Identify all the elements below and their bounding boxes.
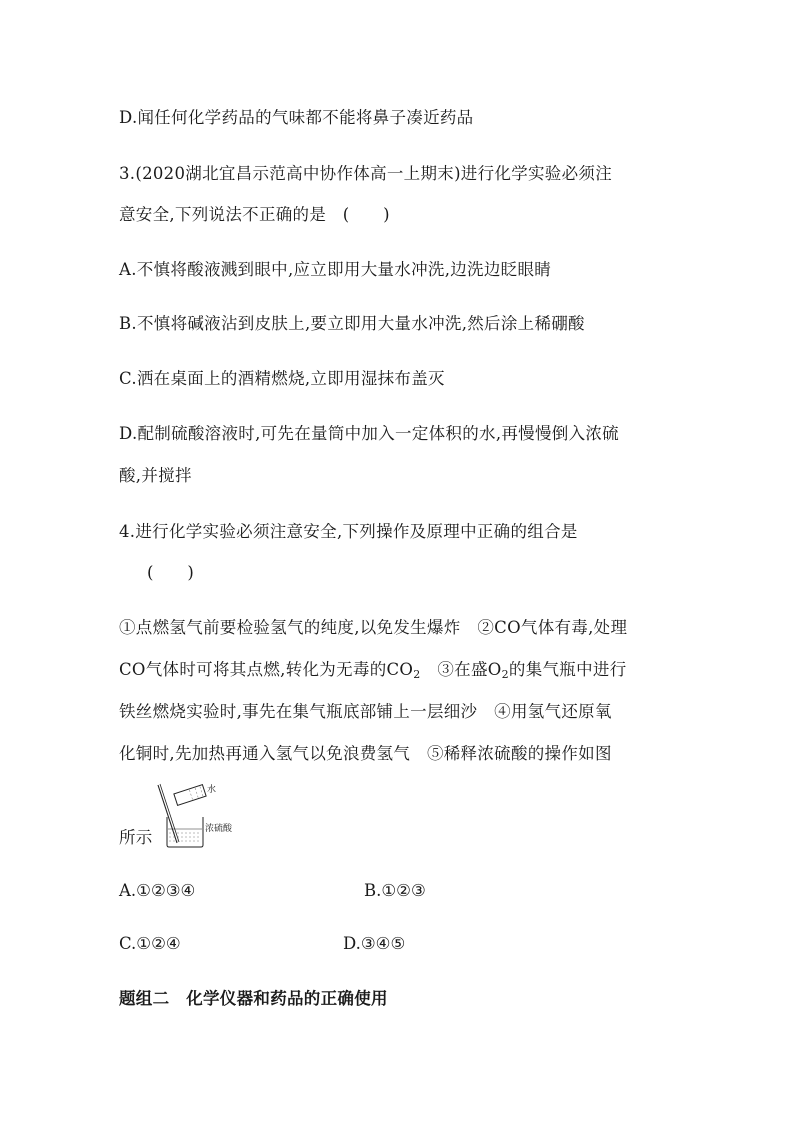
q3-option-a: A.不慎将酸液溅到眼中,应立即用大量水冲洗,边洗边眨眼睛	[119, 260, 552, 279]
q4-body-line2-text-c: 的集气瓶中进行	[508, 660, 627, 679]
water-container	[174, 785, 206, 806]
q4-answer-paren: ( )	[147, 563, 195, 582]
q3-stem-line2	[119, 205, 390, 225]
q3-stem-text: 意安全,下列说法不正确的是	[119, 205, 327, 224]
q4-choice-b: B.①②③	[364, 881, 426, 900]
q4-body-line2-text-b: ③在盛O	[420, 660, 502, 679]
q3-stem-line1: 3.(2020湖北宜昌示范高中协作体高一上期末)进行化学实验必须注	[119, 164, 613, 183]
q3-option-b: B.不慎将碱液沾到皮肤上,要立即用大量水冲洗,然后涂上稀硼酸	[119, 314, 585, 333]
q4-choice-c: C.①②④	[119, 934, 181, 953]
q2-option-d: D.闻任何化学药品的气味都不能将鼻子凑近药品	[119, 108, 474, 127]
label-acid: 浓硫酸	[205, 824, 233, 834]
q4-body-line4: 化铜时,先加热再通入氢气以免浪费氢气 ⑤稀释浓硫酸的操作如图	[119, 744, 612, 763]
q3-answer-paren: ( )	[342, 205, 390, 224]
label-water: 水	[207, 785, 217, 795]
q4-choice-d: D.③④⑤	[343, 934, 406, 953]
q4-body-line3: 铁丝燃烧实验时,事先在集气瓶底部铺上一层细沙 ④用氢气还原氧	[119, 702, 612, 721]
q3-option-c: C.洒在桌面上的酒精燃烧,立即用湿抹布盖灭	[119, 369, 445, 388]
q4-stem: 4.进行化学实验必须注意安全,下列操作及原理中正确的组合是	[119, 522, 578, 541]
q3-option-d-line2: 酸,并搅拌	[119, 466, 192, 485]
q4-body-line1: ①点燃氢气前要检验氢气的纯度,以免发生爆炸 ②CO气体有毒,处理	[119, 618, 628, 637]
q4-body-line5: 所示	[119, 828, 153, 847]
section-title: 题组二 化学仪器和药品的正确使用	[119, 989, 388, 1008]
dilution-diagram	[155, 781, 255, 849]
subscript: 2	[501, 668, 509, 681]
q4-body-line2-text-a: CO气体时可将其点燃,转化为无毒的CO	[119, 660, 414, 679]
subscript: 2	[413, 668, 421, 681]
q4-body-line2	[119, 660, 627, 685]
q4-choice-a: A.①②③④	[119, 881, 196, 900]
q3-option-d-line1: D.配制硫酸溶液时,可先在量筒中加入一定体积的水,再慢慢倒入浓硫	[119, 424, 619, 443]
